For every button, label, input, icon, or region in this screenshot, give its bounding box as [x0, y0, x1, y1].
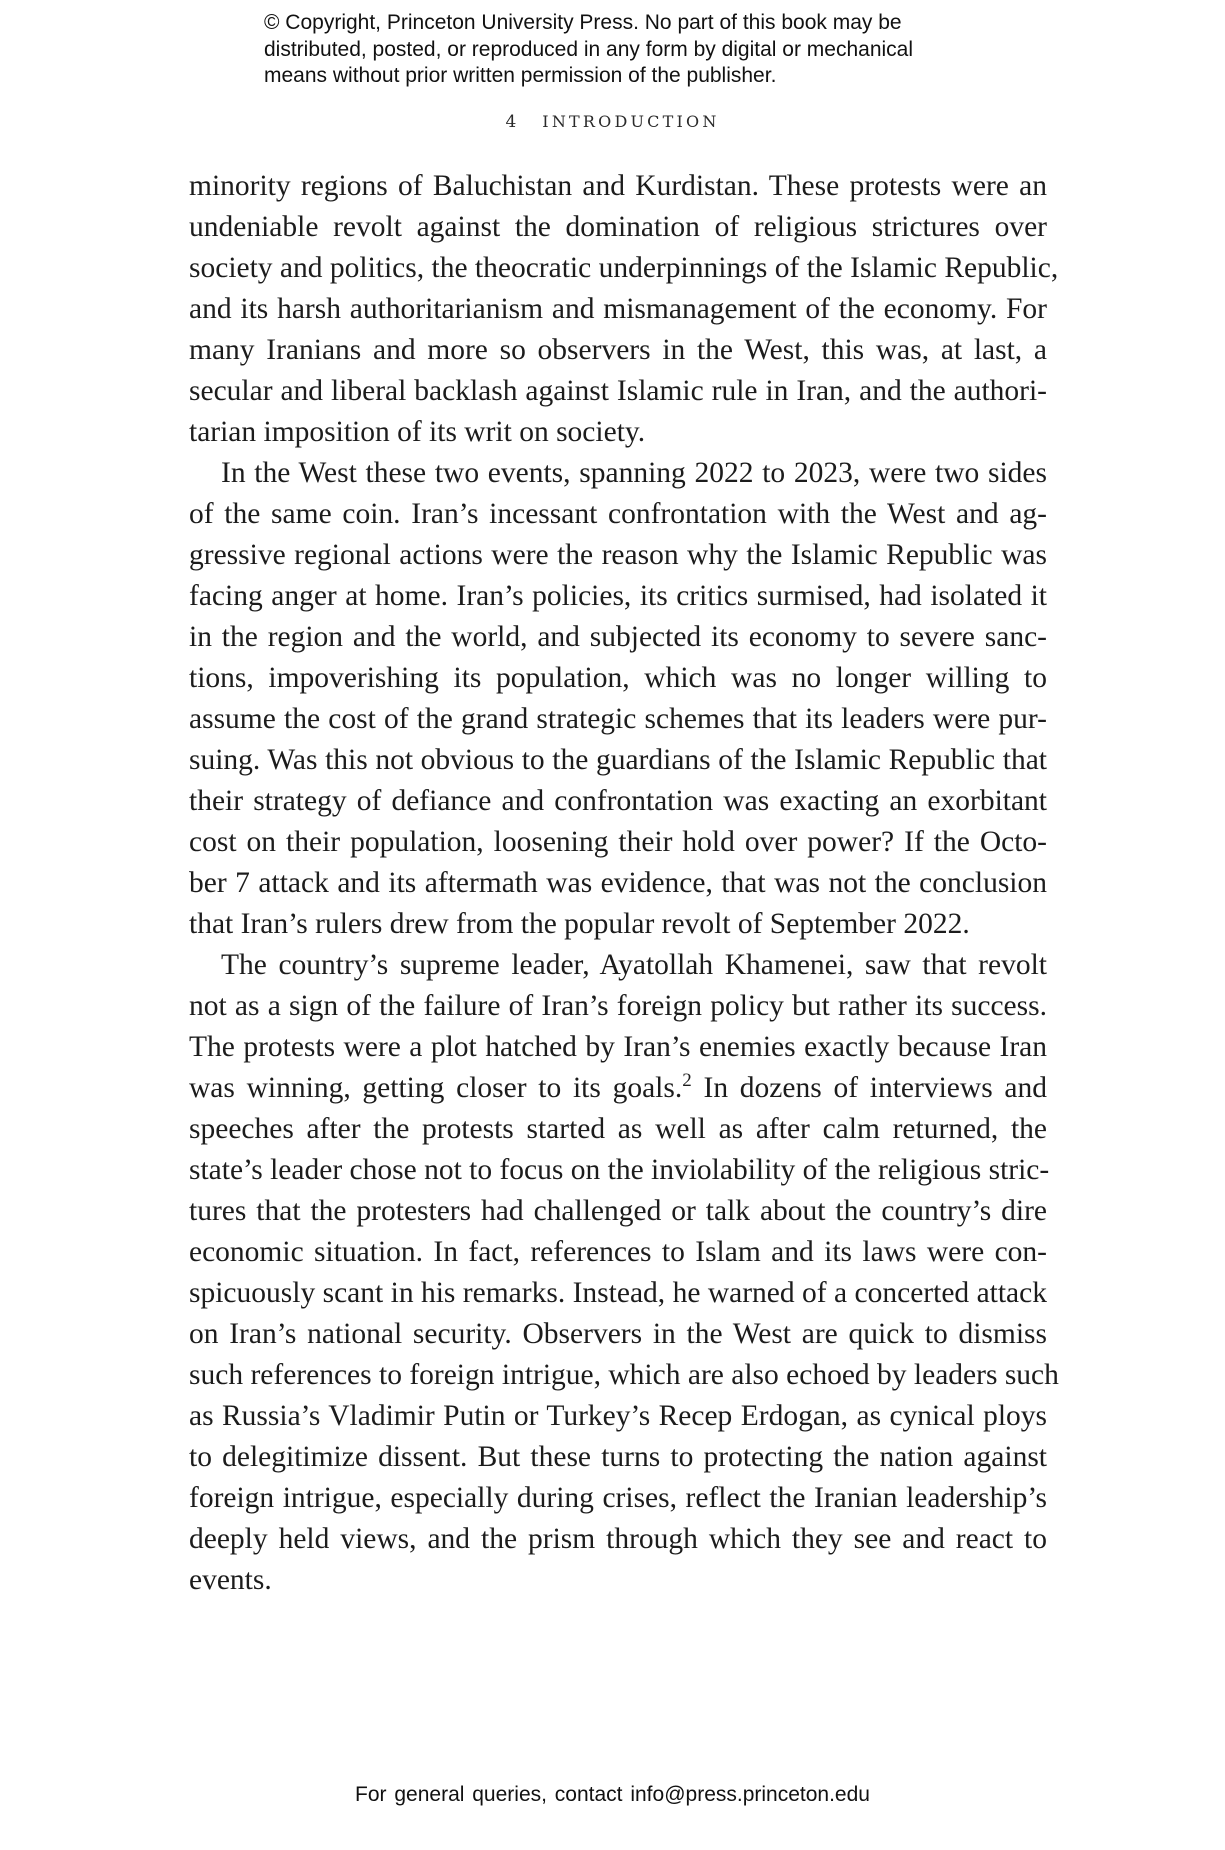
text-fragment: In dozens of interviews and: [691, 1072, 1048, 1104]
text-line: assume the cost of the grand strategic schemes that its leaders were pur-: [189, 703, 1047, 735]
text-line: secular and liberal backlash against Islamic rule in Iran, and the authori-: [189, 375, 1047, 407]
text-line: of the same coin. Iran’s incessant confrontation with the West and ag-: [189, 498, 1047, 530]
copyright-notice: [264, 10, 1024, 90]
text-line: state’s leader chose not to focus on the inviolability of the religious stric-: [189, 1154, 1050, 1186]
text-line: cost on their population, loosening their hold over power? If the Octo-: [189, 826, 1047, 858]
text-line: spicuously scant in his remarks. Instead, he warned of a concerted attack: [189, 1277, 1047, 1309]
text-line: ber 7 attack and its aftermath was evidence, that was not the conclusion: [189, 867, 1047, 899]
text-line: In the West these two events, spanning 2022 to 2023, were two sides: [221, 457, 1047, 489]
paragraph: [189, 453, 1047, 945]
text-line: [189, 1068, 1047, 1109]
text-line: as Russia’s Vladimir Putin or Turkey’s Recep Erdogan, as cynical ploys: [189, 1400, 1047, 1432]
page-number: 4: [505, 112, 517, 132]
text-line: The protests were a plot hatched by Iran’s enemies exactly because Iran: [189, 1031, 1047, 1063]
text-line: tures that the protesters had challenged or talk about the country’s dire: [189, 1195, 1047, 1227]
body-text: [189, 166, 1059, 1601]
text-line: not as a sign of the failure of Iran’s foreign policy but rather its success.: [189, 990, 1047, 1022]
text-line: minority regions of Baluchistan and Kurdistan. These protests were an: [189, 170, 1047, 202]
text-line: deeply held views, and the prism through which they see and react to: [189, 1523, 1047, 1555]
text-line: gressive regional actions were the reason why the Islamic Republic was: [189, 539, 1047, 571]
section-title: INTRODUCTION: [542, 112, 720, 131]
text-line: many Iranians and more so observers in the West, this was, at last, a: [189, 334, 1047, 366]
copyright-line: means without prior written permission of the publisher.: [264, 64, 777, 87]
text-line: events.: [189, 1564, 272, 1596]
text-line: their strategy of defiance and confrontation was exacting an exorbitant: [189, 785, 1047, 817]
text-line: on Iran’s national security. Observers in the West are quick to dismiss: [189, 1318, 1047, 1350]
footer-contact: For general queries, contact info@press.princeton.edu: [355, 1783, 870, 1806]
text-line: tarian imposition of its writ on society.: [189, 416, 646, 448]
text-line: and its harsh authoritarianism and mismanagement of the economy. For: [189, 293, 1047, 325]
text-line: that Iran’s rulers drew from the popular revolt of September 2022.: [189, 908, 970, 940]
text-line: speeches after the protests started as well as after calm returned, the: [189, 1113, 1047, 1145]
text-line: facing anger at home. Iran’s policies, its critics surmised, had isolated it: [189, 580, 1047, 612]
text-line: undeniable revolt against the domination of religious strictures over: [189, 211, 1047, 243]
paragraph: [189, 945, 1059, 1601]
text-line: society and politics, the theocratic underpinnings of the Islamic Republic,: [189, 252, 1059, 284]
text-fragment: was winning, getting closer to its goals.: [189, 1072, 683, 1104]
text-line: economic situation. In fact, references to Islam and its laws were con-: [189, 1236, 1047, 1268]
text-line: to delegitimize dissent. But these turns to protecting the nation against: [189, 1441, 1047, 1473]
text-line: tions, impoverishing its population, which was no longer willing to: [189, 662, 1047, 694]
paragraph: [189, 166, 1059, 453]
text-line: such references to foreign intrigue, which are also echoed by leaders such: [189, 1359, 1059, 1391]
copyright-line: © Copyright, Princeton University Press. No part of this book may be: [264, 11, 902, 34]
running-head: [0, 112, 1225, 132]
text-line: in the region and the world, and subjected its economy to severe sanc-: [189, 621, 1047, 653]
text-line: The country’s supreme leader, Ayatollah Khamenei, saw that revolt: [221, 949, 1047, 981]
copyright-line: distributed, posted, or reproduced in any form by digital or mechanical: [264, 37, 914, 61]
footnote-marker[interactable]: 2: [682, 1070, 692, 1091]
text-line: suing. Was this not obvious to the guardians of the Islamic Republic that: [189, 744, 1047, 776]
text-line: foreign intrigue, especially during crises, reflect the Iranian leadership’s: [189, 1482, 1047, 1514]
